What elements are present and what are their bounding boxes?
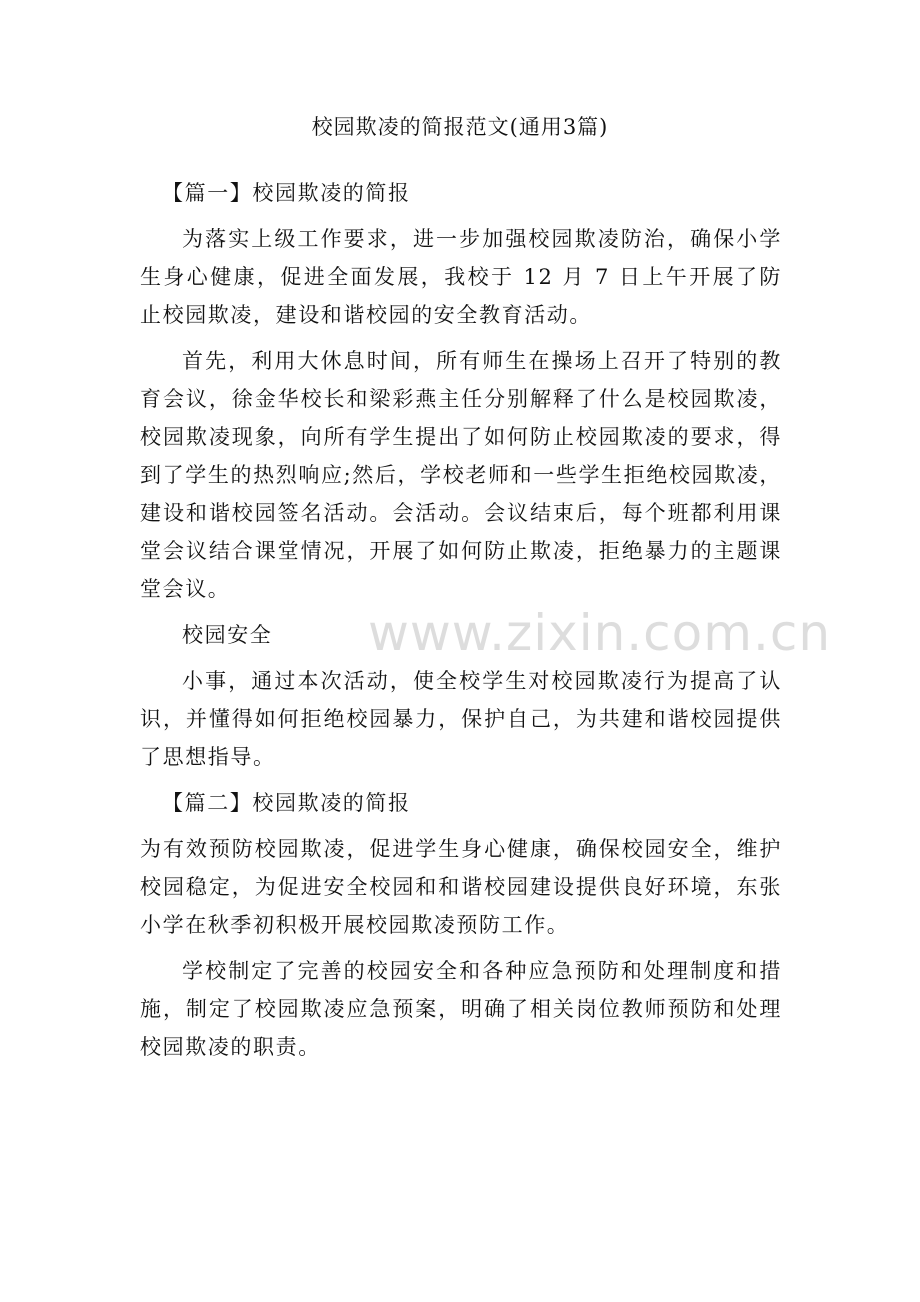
section-1-paragraph-2: 首先，利用大休息时间，所有师生在操场上召开了特别的教育会议，徐金华校长和梁彩燕主任分别解释了什么是校园欺凌，校园欺凌现象，向所有学生提出了如何防止校园欺凌的要求，得到了学生的热烈响应;然后，学校老师和一些学生拒绝校园欺凌，建设和谐校园签名活动。会活动。会议结束后，每个班都利用课堂会议结合课堂情况，开展了如何防止欺凌，拒绝暴力的主题课堂会议。 <box>140 349 782 601</box>
section-2-paragraph-1: 为有效预防校园欺凌，促进学生身心健康，确保校园安全，维护校园稳定，为促进安全校园和和谐校园建设提供良好环境，东张小学在秋季初积极开展校园欺凌预防工作。 <box>140 837 782 937</box>
watermark: www.zixin.com.cn <box>368 604 832 662</box>
document-body <box>140 174 782 1066</box>
section-1-paragraph-1: 为落实上级工作要求，进一步加强校园欺凌防治，确保小学生身心健康，促进全面发展，我校于 12 月 7 日上午开展了防止校园欺凌，建设和谐校园的安全教育活动。 <box>140 227 782 327</box>
section-1-paragraph-3: 校园安全 <box>182 623 273 647</box>
section-1-paragraph-4: 小事，通过本次活动，使全校学生对校园欺凌行为提高了认识，并懂得如何拒绝校园暴力，保护自己，为共建和谐校园提供了思想指导。 <box>140 669 782 769</box>
document-title: 校园欺凌的简报范文(通用3篇) <box>311 115 609 139</box>
section-2-paragraph-2: 学校制定了完善的校园安全和各种应急预防和处理制度和措施，制定了校园欺凌应急预案，明确了相关岗位教师预防和处理校园欺凌的职责。 <box>140 959 782 1059</box>
section-1-heading: 【篇一】校园欺凌的简报 <box>162 181 411 205</box>
section-2-heading: 【篇二】校园欺凌的简报 <box>162 791 411 815</box>
